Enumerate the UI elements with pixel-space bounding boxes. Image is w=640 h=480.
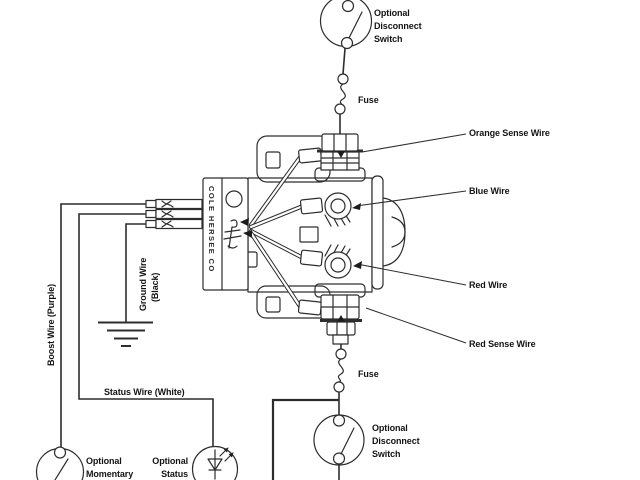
top-fuse-symbol: [335, 74, 348, 114]
bottom-fuse-symbol: [334, 349, 346, 392]
top-disconnect-label-line1: Optional: [374, 8, 410, 18]
blue-wire-label: Blue Wire: [469, 186, 510, 196]
bottom-disconnect-label-line2: Disconnect: [372, 436, 420, 446]
bottom-disconnect-switch-symbol: [314, 415, 364, 465]
red-wire-label: Red Wire: [469, 280, 508, 290]
internal-wires: [240, 156, 303, 308]
bottom-disconnect-label-line1: Optional: [372, 423, 408, 433]
arrow-icon: [352, 203, 361, 210]
status-lamp-symbol: [193, 447, 238, 480]
wire-switch-to-fuse-top: [343, 49, 345, 75]
boost-wire-label: Boost Wire (Purple): [46, 283, 56, 366]
wire-connector: [146, 220, 202, 229]
wire-connector: [146, 210, 202, 219]
red-wire-post: [325, 245, 351, 278]
top-stud-terminal: [315, 134, 365, 181]
ground-wire-label-line1: Ground Wire: [138, 257, 148, 311]
momentary-switch-symbol: [37, 447, 84, 480]
bottom-fuse-label: Fuse: [358, 369, 379, 379]
boost-wire-line: [61, 204, 147, 448]
solenoid-illustration: [203, 134, 405, 344]
red-sense-wire-label: Red Sense Wire: [469, 339, 536, 349]
orange-sense-wire-label: Orange Sense Wire: [469, 128, 550, 138]
bottom-disconnect-label-line3: Switch: [372, 449, 401, 459]
optional-momentary-label-line2: Momentary: [86, 469, 134, 479]
top-disconnect-label-line3: Switch: [374, 34, 403, 44]
top-disconnect-switch-symbol: [321, 0, 372, 49]
arrow-icon: [353, 261, 362, 269]
ground-symbol: [98, 323, 153, 347]
leader-lines: [352, 134, 466, 343]
top-disconnect-label-line2: Disconnect: [374, 21, 422, 31]
solenoid-bracket: [203, 178, 248, 290]
wire-connector: [146, 200, 202, 209]
branch-wire-line: [273, 400, 339, 480]
ground-wire-label-line2: (Black): [150, 272, 160, 302]
status-wire-line: [79, 214, 213, 447]
left-wire-connectors: [61, 200, 213, 449]
status-wire-label: Status Wire (White): [104, 387, 185, 397]
top-fuse-label: Fuse: [358, 95, 379, 105]
blue-wire-post: [325, 193, 351, 226]
labels: [46, 8, 550, 479]
optional-status-label-line2: Status: [161, 469, 188, 479]
brand-text: COLE HERSEE CO: [207, 186, 216, 273]
bottom-stud-terminal: [315, 284, 365, 344]
optional-status-label-line1: Optional: [152, 456, 188, 466]
optional-momentary-label-line1: Optional: [86, 456, 122, 466]
